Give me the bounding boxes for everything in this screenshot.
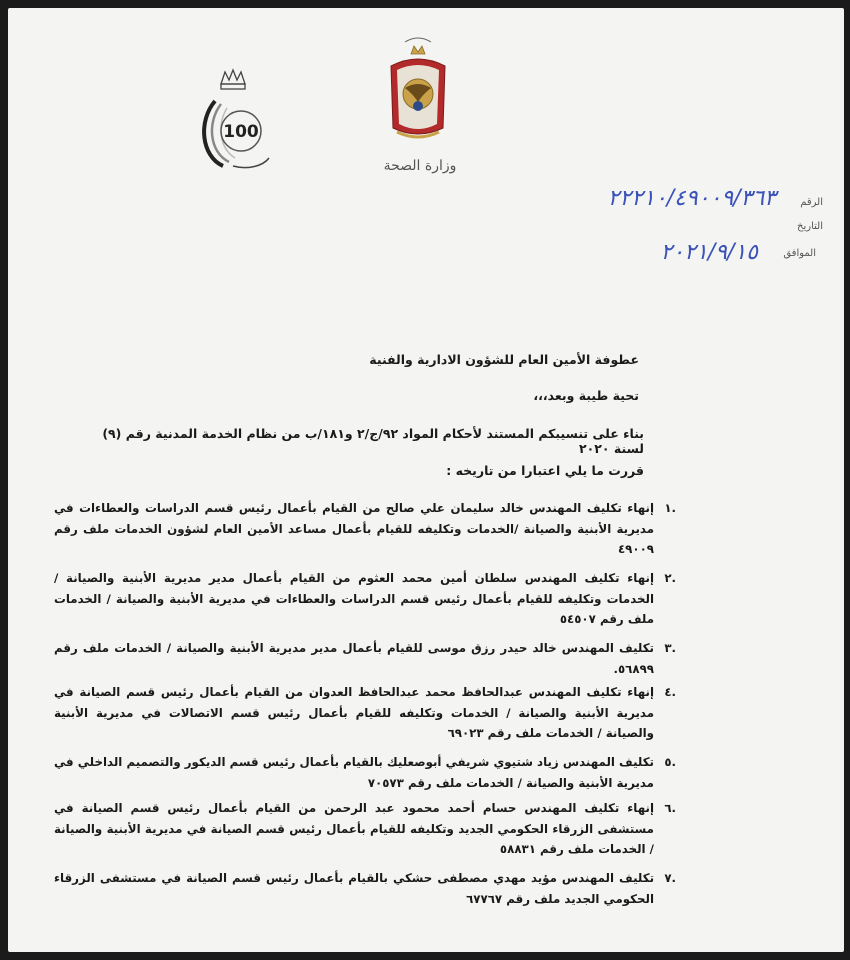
reference-number: ٢٢٢١٠/٤٩٠٠٩/٣٦٣ — [607, 186, 776, 211]
number-label: الرقم — [800, 197, 823, 208]
list-item — [54, 868, 676, 909]
list-item — [54, 638, 676, 679]
item-text: إنهاء تكليف المهندس سلطان أمين محمد العثوم من القيام بأعمال مدير مديرية الأبنية والصيانة / الخدمات وتكليفه للقيام بأعمال رئيس قسم الدراسات والعطاءات في مديرية الأبنية والصيانة / الخدمات ملف رقم ٥٤٥٠٧ — [54, 571, 654, 626]
greeting: تحية طيبة وبعد،،، — [533, 388, 639, 403]
centenary-number: 100 — [223, 122, 259, 142]
centenary-logo — [193, 66, 273, 176]
item-number: .٣ — [664, 641, 676, 655]
list-item — [54, 498, 676, 560]
item-text: إنهاء تكليف المهندس عبدالحافظ محمد عبدالحافظ العدوان من القيام بأعمال رئيس قسم الصيانة في مديرية الأبنية والصيانة / الخدمات وتكليفه للقيام بأعمال رئيس قسم الاتصالات في مديرية الأبنية والصيانة / الخدمات ملف رقم ٦٩٠٢٣ — [54, 685, 654, 740]
ministry-name: وزارة الصحة — [383, 158, 457, 174]
item-text: إنهاء تكليف المهندس خالد سليمان علي صالح من القيام بأعمال رئيس قسم الدراسات والعطاءات في مديرية الأبنية والصيانة /الخدمات وتكليفه للقيام بأعمال مساعد الأمين العام لشؤون الخدمات ملف رقم ٤٩٠٠٩ — [54, 501, 654, 556]
item-number: .١ — [664, 501, 676, 515]
list-item — [54, 568, 676, 630]
intro-paragraph: بناء على تنسيبكم المستند لأحكام المواد ٩٢/ج/٢ و١٨١/ب من نظام الخدمة المدنية رقم (٩) لسنة ٢٠٢٠ — [102, 426, 644, 456]
item-number: .٢ — [664, 571, 676, 585]
date-label: التاريخ — [797, 221, 823, 232]
item-number: .٥ — [664, 755, 676, 769]
agreed-date-label: الموافق — [783, 248, 816, 259]
list-item — [53, 752, 676, 793]
handwritten-date: ٢٠٢١/٩/١٥ — [660, 240, 758, 265]
item-number: .٧ — [664, 871, 676, 885]
item-number: .٦ — [664, 801, 676, 815]
coat-of-arms-emblem — [383, 36, 453, 154]
item-text: تكليف المهندس زياد شتيوي شريفي أبوصعليك بالقيام بأعمال رئيس قسم الديكور والتصميم الداخلي في مديرية الأبنية والصيانة / الخدمات ملف رقم ٧٠٥٧٣ — [53, 755, 654, 790]
letter-page — [8, 8, 844, 952]
item-text: تكليف المهندس مؤيد مهدي مصطفى حشكي بالقيام بأعمال رئيس قسم الصيانة في مستشفى الزرقاء الحكومي الجديد ملف رقم ٦٧٧٦٧ — [54, 871, 654, 906]
item-text: إنهاء تكليف المهندس حسام أحمد محمود عبد الرحمن من القيام بأعمال رئيس قسم الصيانة في مستشفى الزرقاء الحكومي الجديد وتكليفه للقيام بأعمال رئيس قسم الصيانة في مديرية الأبنية والصيانة / الخدمات ملف رقم ٥٨٨٣١ — [54, 801, 654, 856]
item-number: .٤ — [664, 685, 676, 699]
list-item — [54, 798, 676, 860]
decision-statement: قررت ما يلي اعتبارا من تاريخه : — [446, 463, 644, 478]
item-text: تكليف المهندس خالد حيدر رزق موسى للقيام بأعمال مدير مديرية الأبنية والصيانة / الخدمات ملف رقم ٥٦٨٩٩. — [54, 641, 654, 676]
addressee: عطوفة الأمين العام للشؤون الادارية والفنية — [369, 352, 639, 367]
list-item — [54, 682, 676, 744]
